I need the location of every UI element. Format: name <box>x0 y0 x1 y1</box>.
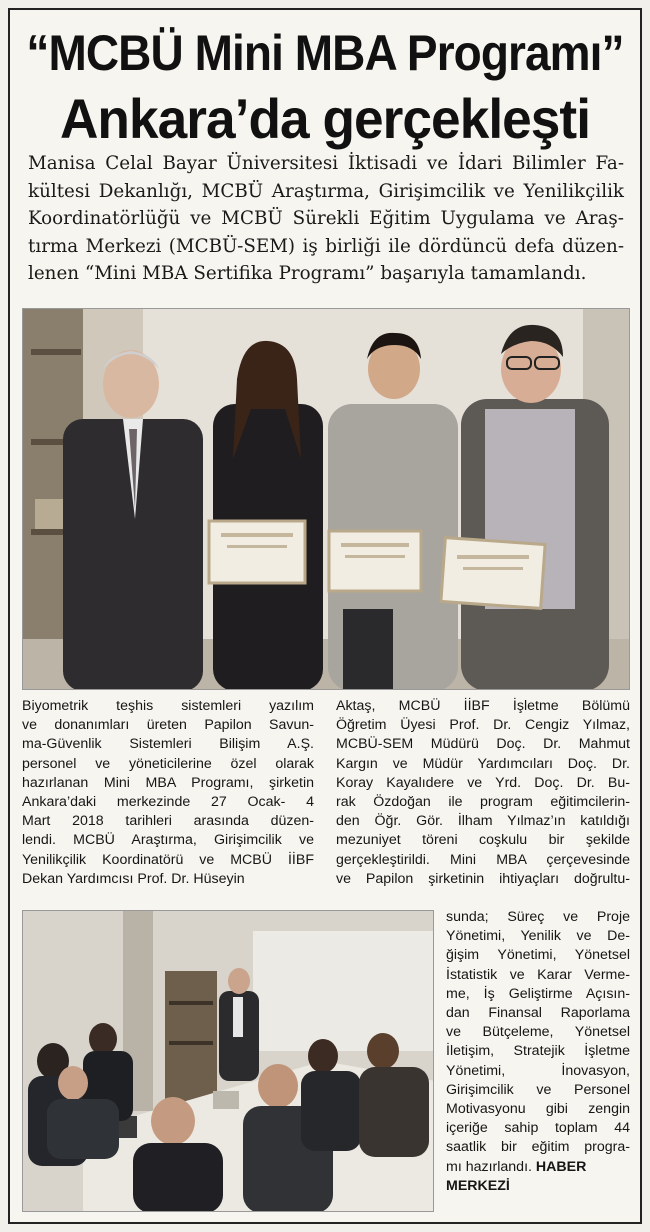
body-line: Motivasyonu gibi zengin <box>446 1101 630 1118</box>
headline-line-1: “MCBÜ Mini MBA Programı” <box>26 25 624 81</box>
body-line: Öğretim Üyesi Prof. Dr. Cengiz Yılmaz, <box>336 717 630 734</box>
body-line: Girişimcilik ve Personel <box>446 1081 630 1098</box>
lead-line: kültesi Dekanlığı, MCBÜ Araştırma, Girişimcilik ve Yenilikçilik <box>28 180 624 202</box>
headline-line-2: Ankara’da gerçekleşti <box>59 87 591 150</box>
classroom-photo-illustration <box>23 911 434 1212</box>
body-line: sunda; Süreç ve Proje <box>446 909 630 925</box>
body-line: ma-Güvenlik Sistemleri Bilişim A.Ş. <box>22 736 314 753</box>
body-line: içeriğe sahip toplam 44 <box>446 1120 630 1137</box>
body-line: Yönetimi, İnovasyon, <box>446 1062 630 1079</box>
body-line: Ankara’daki merkezinde 27 Ocak- 4 <box>22 794 314 811</box>
body-line: ve Bütçeleme, Yönetsel <box>446 1024 630 1041</box>
lead-line: Manisa Celal Bayar Üniversitesi İktisadi ve İdari Bilimler Fa- <box>28 153 624 174</box>
body-line: Koray Kayalıdere ve Yrd. Doç. Dr. Bu- <box>336 774 630 791</box>
body-line: Aktaş, MCBÜ İİBF İşletme Bölümü <box>336 698 630 714</box>
body-line: den Öğr. Gör. İlham Yılmaz’ın katıldığı <box>336 813 630 830</box>
lead-line: lenen “Mini MBA Sertifika Programı” başarıyla tamamlandı. <box>28 263 587 285</box>
body-line: MCBÜ-SEM Müdürü Doç. Dr. Mahmut <box>336 736 630 753</box>
body-line: saatlik bir eğitim progra- <box>446 1139 630 1156</box>
body-line <box>446 1158 630 1177</box>
body-line: ğişim Yönetimi, Yönetsel <box>446 947 630 964</box>
body-line: hazırlanan Mini MBA Programı, şirketin <box>22 774 314 791</box>
body-line: Yenilikçilik Koordinatörü ve MCBÜ İİBF <box>22 851 314 868</box>
body-line: rak Özdoğan ile program eğitimcilerin- <box>336 794 630 811</box>
lead-paragraph <box>28 150 624 288</box>
body-column-1 <box>22 697 314 889</box>
classroom-photo <box>22 910 434 1212</box>
body-line: Biyometrik teşhis sistemleri yazılım <box>22 698 314 714</box>
body-line: Dekan Yardımcısı Prof. Dr. Hüseyin <box>22 870 245 887</box>
lead-line: Koordinatörlüğü ve MCBÜ Sürekli Eğitim Uygulama ve Araş- <box>28 208 624 230</box>
body-line: dan Finansal Raporlama <box>446 1005 630 1022</box>
byline-merkezi: MERKEZİ <box>446 1177 510 1194</box>
body-line: İletişim, Stratejik İşletme <box>446 1043 630 1060</box>
byline-haber: HABER <box>535 1158 587 1175</box>
body-line: gerçekleştirildi. Mini MBA çerçevesinde <box>336 851 630 868</box>
body-line: Yönetimi, Yenilik ve De- <box>446 928 630 945</box>
body-line: me, İş Geliştirme Açısın- <box>446 985 630 1002</box>
lead-line: tırma Merkezi (MCBÜ-SEM) iş birliği ile dördüncü defa düzen- <box>28 235 624 257</box>
body-line: Kargın ve Müdür Yardımcıları Doç. Dr. <box>336 755 630 772</box>
body-line: ve donanımları üreten Papilon Savun- <box>22 717 314 734</box>
ceremony-photo <box>22 308 630 690</box>
body-line: Mart 2018 tarihleri arasında düzen- <box>22 813 314 830</box>
body-line: lendi. MCBÜ Araştırma, Girişimcilik ve <box>22 832 314 849</box>
body-line: mezuniyet töreni coşkulu bir şekilde <box>336 832 630 849</box>
body-line: personel ve yöneticilerine özel olarak <box>22 755 314 772</box>
body-line: İstatistik ve Karar Verme- <box>446 966 630 983</box>
body-line-text: mı hazırlandı. <box>446 1158 532 1175</box>
ceremony-photo-illustration <box>23 309 630 690</box>
body-column-2 <box>336 697 630 889</box>
body-line: ve Papilon şirketinin ihtiyaçları doğrultu- <box>336 870 630 887</box>
body-column-3 <box>446 908 630 1196</box>
